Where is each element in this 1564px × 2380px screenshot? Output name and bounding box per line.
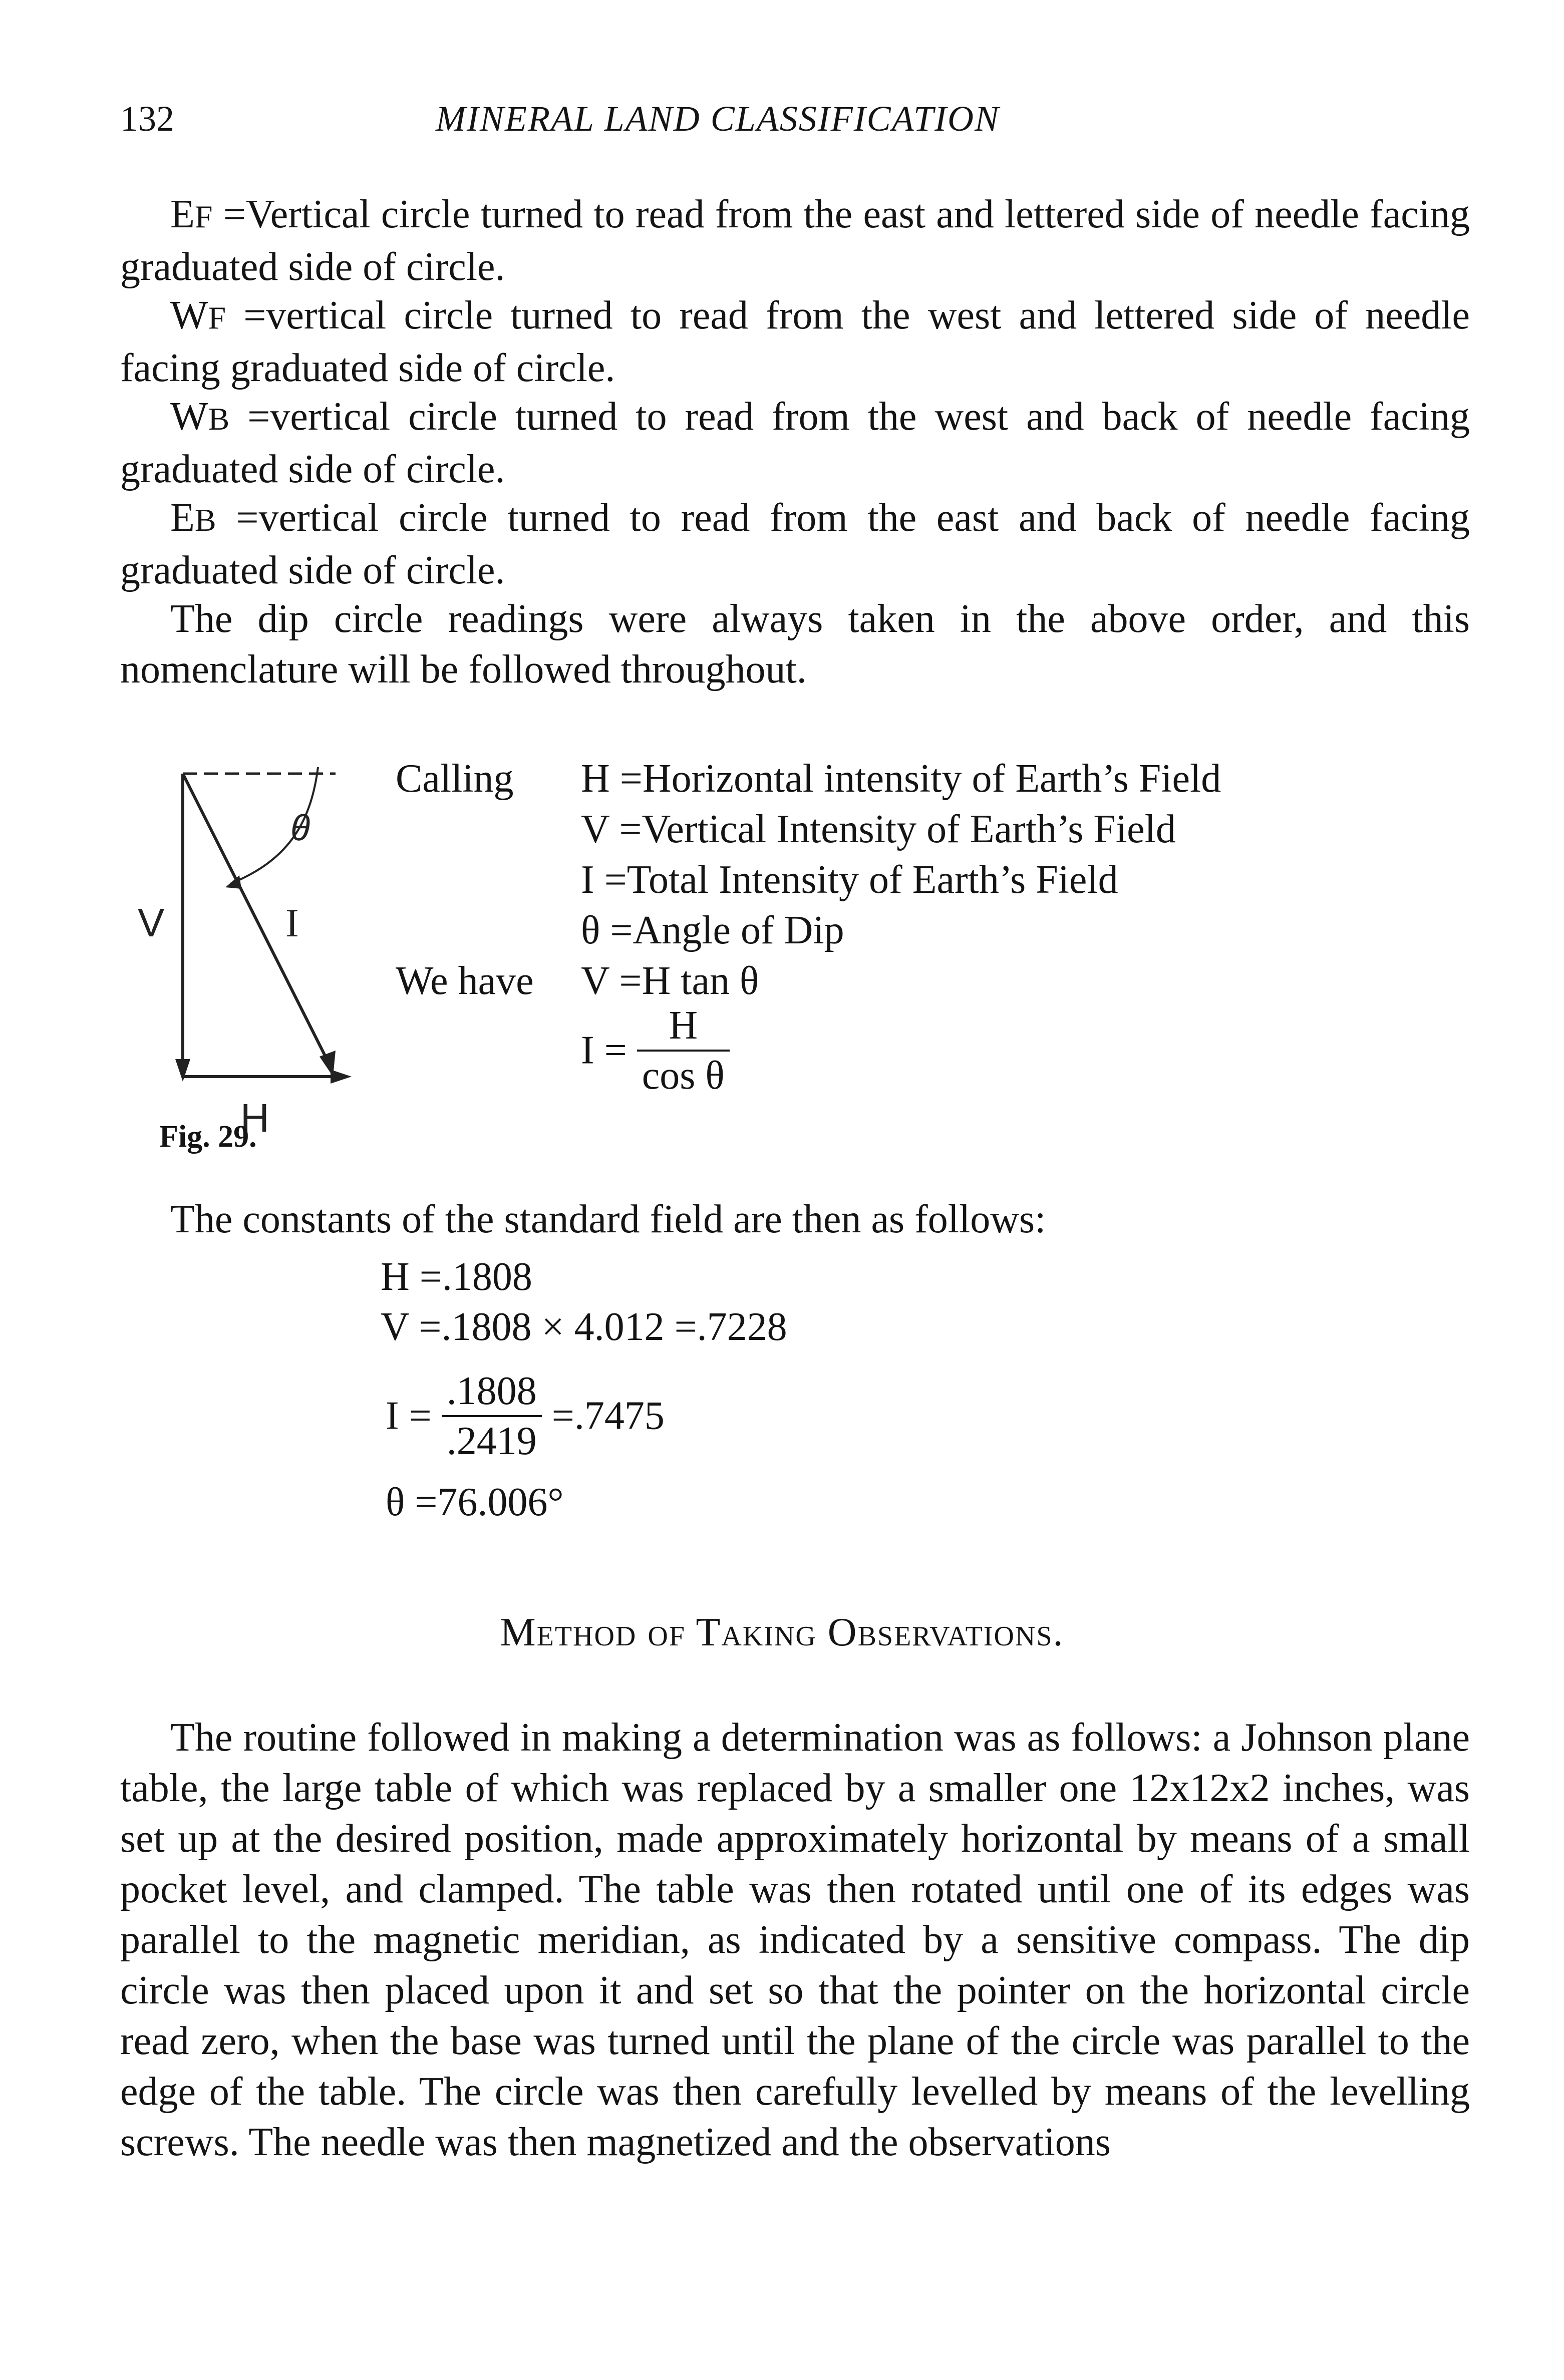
- nomenclature-ef: EF =Vertical circle turned to read from the east and lettered side of needle facing graduated side of circle.: [120, 192, 1470, 289]
- horizontal-arrowhead: [331, 1070, 352, 1084]
- constant-v: V =.1808 × 4.012 =.7228: [381, 1305, 787, 1349]
- dip-angle-arrowhead: [225, 875, 241, 889]
- order-paragraph: The dip circle readings were always taken in the above order, and this nomenclature will be followed throughout.: [120, 597, 1470, 692]
- figure-29-diagram: [135, 751, 371, 1162]
- definition-h: H =Horizontal intensity of Earth’s Field: [581, 757, 1221, 801]
- abbr-eb: EB: [170, 496, 216, 540]
- abbr-wf: WF: [170, 293, 226, 337]
- calling-label: Calling: [396, 757, 514, 801]
- page-header: [120, 98, 1484, 148]
- fraction-constant-i: $\frac{.1808}{.2419}$: [442, 1367, 542, 1465]
- nomenclature-wf: WF =vertical circle turned to read from the west and lettered side of needle facing graduated side of circle.: [120, 293, 1470, 390]
- equation-i: I = $\frac{H}{\text{cos θ}}$: [581, 1001, 730, 1100]
- we-have-label: We have: [396, 959, 534, 1003]
- definition-v: V =Vertical Intensity of Earth’s Field: [581, 807, 1176, 851]
- constant-i: I = $\frac{.1808}{.2419}$ =.7475: [386, 1367, 665, 1465]
- routine-paragraph: The routine followed in making a determination was as follows: a Johnson plane table, the large table of which was replaced by a smaller one 12x12x2 inches, was set up at the desired position, made approximately horizontal by means of a small pocket level, and clamped. The table was then rotated until one of its edges was parallel to the magnetic meridian, as indicated by a sensitive compass. The dip circle was then placed upon it and set so that the pointer on the horizontal circle read zero, when the base was turned until the plane of the circle was parallel to the edge of the table. The circle was then carefully levelled by means of the levelling screws. The needle was then magnetized and the observations: [120, 1716, 1470, 2164]
- figure-label-v: V: [138, 900, 165, 945]
- constants-intro: The constants of the standard field are then as follows:: [170, 1197, 1046, 1241]
- fraction-h-over-cos: $\frac{H}{\text{cos θ}}$: [637, 1001, 730, 1100]
- abbr-wb: WB: [170, 395, 230, 439]
- definition-i: I =Total Intensity of Earth’s Field: [581, 858, 1118, 902]
- figure-label-h: H: [240, 1096, 269, 1140]
- nomenclature-eb: EB =vertical circle turned to read from the east and back of needle facing graduated side of circle.: [120, 496, 1470, 592]
- running-title: MINERAL LAND CLASSIFICATION: [436, 99, 1000, 139]
- constant-h: H =.1808: [381, 1255, 532, 1299]
- constant-theta: θ =76.006°: [386, 1480, 564, 1524]
- total-intensity-arrowhead: [320, 1051, 336, 1077]
- definition-theta: θ =Angle of Dip: [581, 908, 844, 952]
- constants-block: [381, 1252, 787, 1352]
- vertical-arrowhead: [175, 1059, 190, 1082]
- figure-label-theta: θ: [290, 808, 310, 848]
- figure-caption: Fig. 29.: [159, 1120, 257, 1154]
- equation-v: V =H tan θ: [581, 959, 759, 1003]
- figure-label-i: I: [285, 901, 299, 945]
- page-number: 132: [120, 99, 174, 139]
- abbr-ef: EF: [170, 192, 213, 236]
- definitions-block: [396, 754, 1221, 1006]
- section-heading: Method of Taking Observations.: [500, 1610, 1064, 1654]
- nomenclature-wb: WB =vertical circle turned to read from the west and back of needle facing graduated side of circle.: [120, 395, 1470, 491]
